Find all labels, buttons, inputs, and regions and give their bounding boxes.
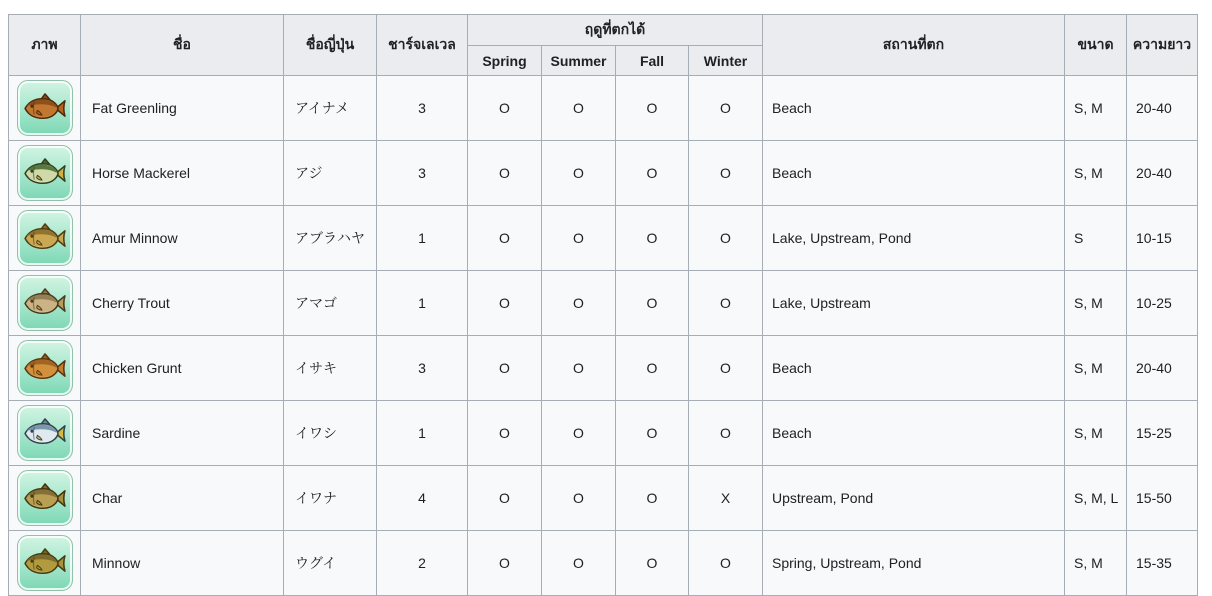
fish-size: S, M (1065, 401, 1127, 466)
fish-row (9, 466, 1198, 531)
fish-row (9, 141, 1198, 206)
season-availability: O (468, 271, 542, 336)
season-availability: O (689, 336, 763, 401)
fish-name: Fat Greenling (81, 76, 284, 141)
fish-name: Cherry Trout (81, 271, 284, 336)
fish-size: S, M (1065, 271, 1127, 336)
header-location: สถานที่ตก (763, 15, 1065, 76)
header-japanese-name: ชื่อญี่ปุ่น (284, 15, 377, 76)
fish-table (8, 14, 1198, 596)
season-availability: O (689, 206, 763, 271)
amur-minnow-fish-icon[interactable] (17, 210, 73, 266)
fish-length: 20-40 (1127, 141, 1198, 206)
fish-japanese-name: アジ (284, 141, 377, 206)
season-availability: O (616, 531, 689, 596)
fish-size: S, M, L (1065, 466, 1127, 531)
season-availability: O (616, 401, 689, 466)
fish-charge-level: 4 (377, 466, 468, 531)
fish-japanese-name: アイナメ (284, 76, 377, 141)
fish-location: Beach (763, 141, 1065, 206)
sardine-fish-icon[interactable] (17, 405, 73, 461)
fish-length: 15-50 (1127, 466, 1198, 531)
fish-japanese-name: ウグイ (284, 531, 377, 596)
season-availability: O (542, 141, 616, 206)
fish-charge-level: 1 (377, 271, 468, 336)
fish-row (9, 76, 1198, 141)
season-availability: O (542, 271, 616, 336)
season-availability: O (689, 531, 763, 596)
fish-image-cell (9, 401, 81, 466)
fish-location: Beach (763, 76, 1065, 141)
season-availability: O (468, 531, 542, 596)
fish-image-cell (9, 76, 81, 141)
fish-location: Beach (763, 336, 1065, 401)
header-image: ภาพ (9, 15, 81, 76)
fish-japanese-name: イワシ (284, 401, 377, 466)
header-charge-level: ชาร์จเลเวล (377, 15, 468, 76)
horse-mackerel-fish-icon[interactable] (17, 145, 73, 201)
fish-image-cell (9, 466, 81, 531)
fish-length: 15-35 (1127, 531, 1198, 596)
fish-image-cell (9, 336, 81, 401)
season-availability: O (616, 141, 689, 206)
fish-charge-level: 3 (377, 141, 468, 206)
chicken-grunt-fish-icon[interactable] (17, 340, 73, 396)
fish-japanese-name: イサキ (284, 336, 377, 401)
season-availability: O (468, 466, 542, 531)
fish-location: Lake, Upstream (763, 271, 1065, 336)
header-seasons-group: ฤดูที่ตกได้ (468, 15, 763, 46)
fish-row (9, 336, 1198, 401)
fish-japanese-name: イワナ (284, 466, 377, 531)
fish-image-cell (9, 531, 81, 596)
fish-name: Chicken Grunt (81, 336, 284, 401)
season-availability: O (468, 206, 542, 271)
season-availability: O (468, 141, 542, 206)
season-availability: O (542, 531, 616, 596)
fish-row (9, 206, 1198, 271)
fish-charge-level: 1 (377, 206, 468, 271)
fish-image-cell (9, 271, 81, 336)
fish-japanese-name: アマゴ (284, 271, 377, 336)
fish-location: Lake, Upstream, Pond (763, 206, 1065, 271)
fish-length: 15-25 (1127, 401, 1198, 466)
fish-row (9, 401, 1198, 466)
fish-name: Minnow (81, 531, 284, 596)
char-fish-icon[interactable] (17, 470, 73, 526)
fat-greenling-fish-icon[interactable] (17, 80, 73, 136)
cherry-trout-fish-icon[interactable] (17, 275, 73, 331)
fish-name: Char (81, 466, 284, 531)
fish-row (9, 271, 1198, 336)
season-availability: O (542, 206, 616, 271)
fish-name: Horse Mackerel (81, 141, 284, 206)
season-availability: O (689, 271, 763, 336)
fish-charge-level: 3 (377, 336, 468, 401)
header-season-winter: Winter (689, 46, 763, 76)
season-availability: X (689, 466, 763, 531)
fish-length: 20-40 (1127, 76, 1198, 141)
fish-size: S, M (1065, 141, 1127, 206)
fish-location: Spring, Upstream, Pond (763, 531, 1065, 596)
fish-length: 20-40 (1127, 336, 1198, 401)
fish-name: Amur Minnow (81, 206, 284, 271)
header-season-summer: Summer (542, 46, 616, 76)
fish-charge-level: 1 (377, 401, 468, 466)
header-row-main (9, 15, 1198, 46)
header-length: ความยาว (1127, 15, 1198, 76)
season-availability: O (542, 466, 616, 531)
fish-row (9, 531, 1198, 596)
season-availability: O (689, 401, 763, 466)
fish-location: Beach (763, 401, 1065, 466)
fish-japanese-name: アブラハヤ (284, 206, 377, 271)
season-availability: O (468, 76, 542, 141)
season-availability: O (542, 336, 616, 401)
fish-location: Upstream, Pond (763, 466, 1065, 531)
header-season-fall: Fall (616, 46, 689, 76)
fish-length: 10-25 (1127, 271, 1198, 336)
season-availability: O (616, 466, 689, 531)
fish-charge-level: 3 (377, 76, 468, 141)
season-availability: O (616, 206, 689, 271)
season-availability: O (616, 336, 689, 401)
fish-size: S (1065, 206, 1127, 271)
season-availability: O (468, 336, 542, 401)
minnow-fish-icon[interactable] (17, 535, 73, 591)
fish-length: 10-15 (1127, 206, 1198, 271)
season-availability: O (689, 76, 763, 141)
season-availability: O (616, 271, 689, 336)
fish-image-cell (9, 206, 81, 271)
fish-charge-level: 2 (377, 531, 468, 596)
season-availability: O (689, 141, 763, 206)
header-season-spring: Spring (468, 46, 542, 76)
season-availability: O (616, 76, 689, 141)
fish-size: S, M (1065, 336, 1127, 401)
fish-size: S, M (1065, 76, 1127, 141)
season-availability: O (468, 401, 542, 466)
fish-size: S, M (1065, 531, 1127, 596)
fish-image-cell (9, 141, 81, 206)
fish-name: Sardine (81, 401, 284, 466)
season-availability: O (542, 401, 616, 466)
header-name: ชื่อ (81, 15, 284, 76)
season-availability: O (542, 76, 616, 141)
header-size: ขนาด (1065, 15, 1127, 76)
